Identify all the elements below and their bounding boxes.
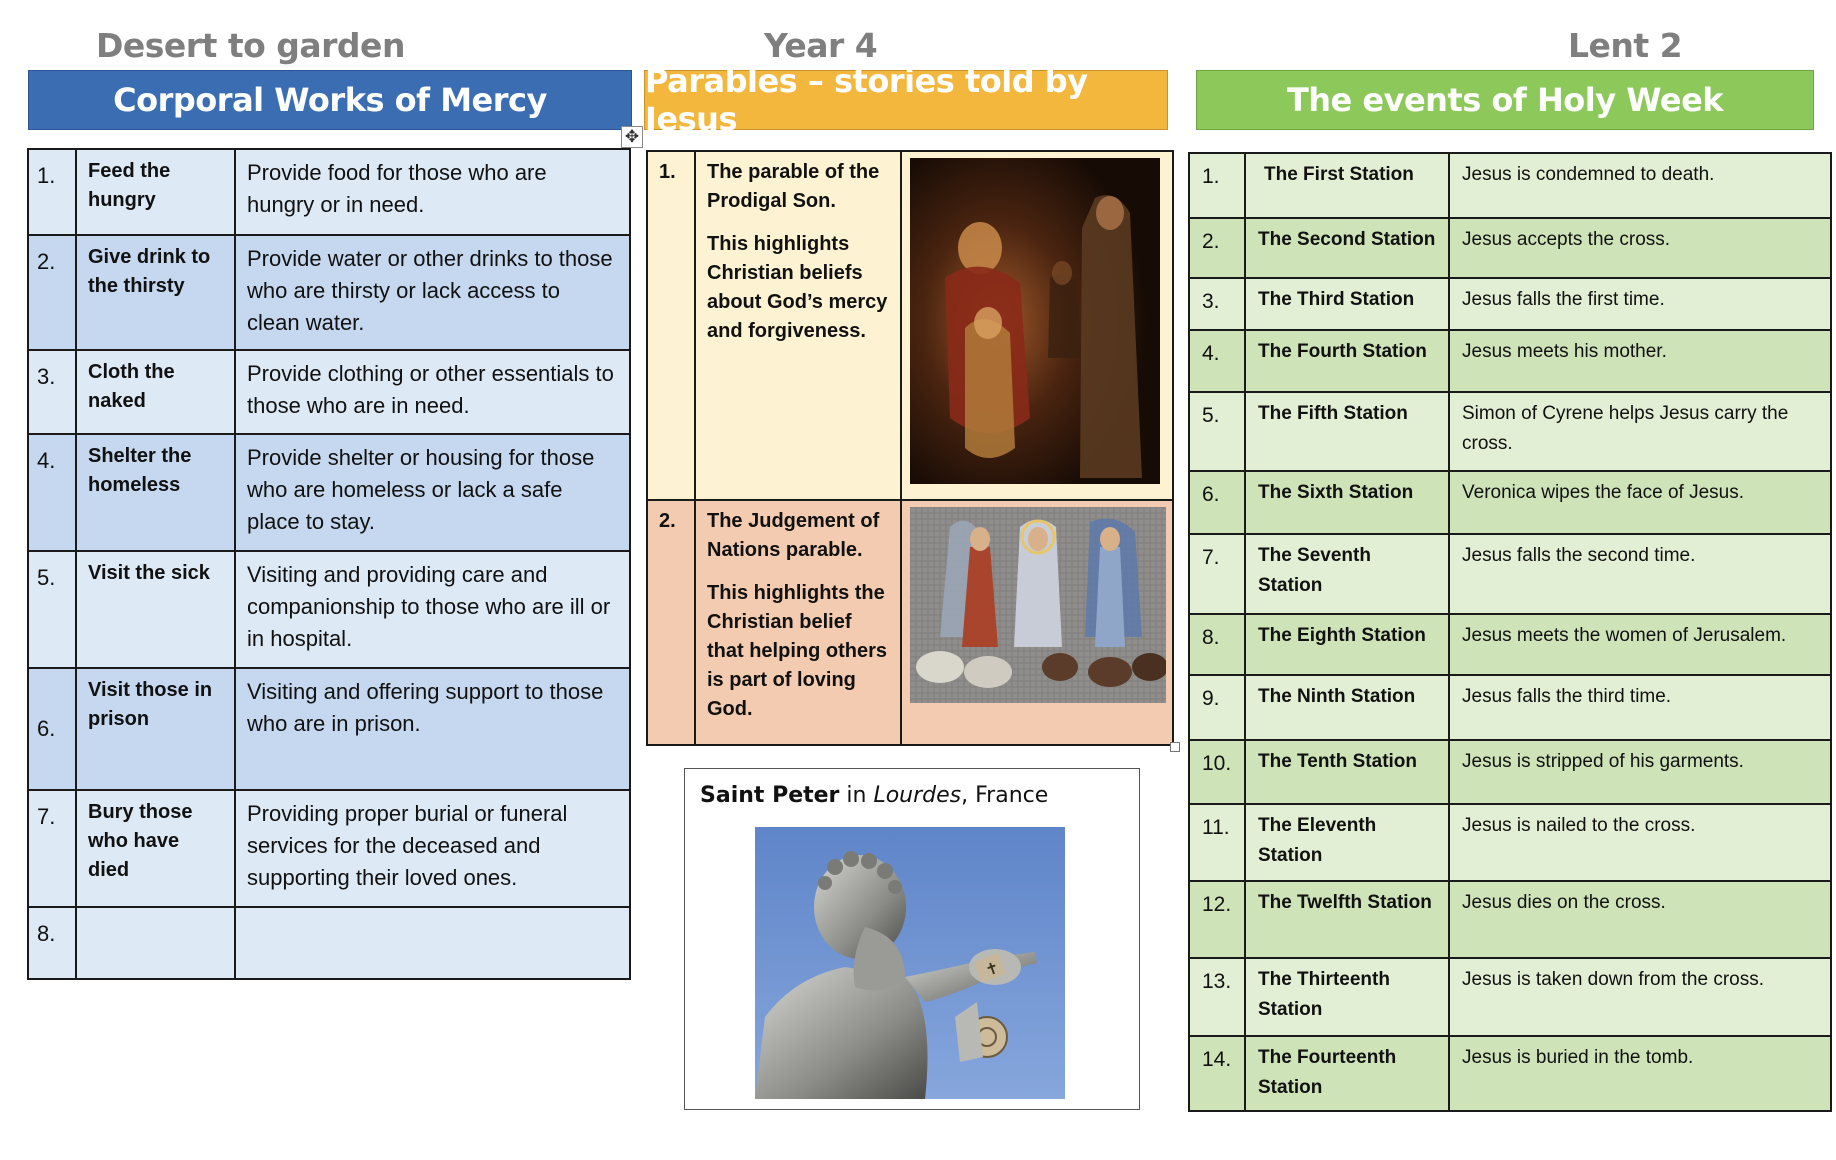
work-description: Provide shelter or housing for those who are homeless or lack a safe place to stay. (235, 434, 630, 551)
parable-description: This highlights Christian beliefs about God’s mercy and forgiveness. (707, 233, 888, 342)
stations-table (1188, 152, 1832, 1112)
station-number: 13. (1189, 958, 1245, 1036)
station-number: 12. (1189, 881, 1245, 958)
station-number: 9. (1189, 675, 1245, 740)
svg-text:✝: ✝ (982, 957, 1002, 981)
row-number: 2. (647, 500, 695, 745)
station-name: The Seventh Station (1245, 534, 1449, 614)
work-description: Provide water or other drinks to those who are thirsty or lack access to clean water. (235, 235, 630, 350)
station-number: 8. (1189, 614, 1245, 675)
station-name: The Eleventh Station (1245, 804, 1449, 881)
table-row (28, 350, 630, 434)
table-move-handle-icon[interactable]: ✥ (621, 126, 643, 148)
table-row (1189, 471, 1831, 534)
holy-week-banner: The events of Holy Week (1196, 70, 1814, 130)
station-name: The First Station (1245, 153, 1449, 218)
station-name: The Ninth Station (1245, 675, 1449, 740)
station-event: Jesus is condemned to death. (1449, 153, 1831, 218)
doc-theme-label: Desert to garden (96, 26, 405, 65)
station-name: The Fifth Station (1245, 392, 1449, 471)
year-label: Year 4 (764, 26, 878, 65)
station-number: 2. (1189, 218, 1245, 278)
table-row (28, 668, 630, 790)
station-event: Jesus is taken down from the cross. (1449, 958, 1831, 1036)
parable-cell (695, 151, 901, 500)
table-row (1189, 881, 1831, 958)
row-number: 7. (28, 790, 76, 907)
table-row (1189, 392, 1831, 471)
prodigal-son-painting (910, 158, 1160, 484)
station-number: 5. (1189, 392, 1245, 471)
table-row (1189, 1036, 1831, 1111)
station-number: 7. (1189, 534, 1245, 614)
station-name: The Sixth Station (1245, 471, 1449, 534)
station-name: The Fourteenth Station (1245, 1036, 1449, 1111)
station-event: Simon of Cyrene helps Jesus carry the cross. (1449, 392, 1831, 471)
station-event: Jesus is stripped of his garments. (1449, 740, 1831, 804)
table-row (647, 500, 1173, 745)
work-description: Provide food for those who are hungry or in need. (235, 149, 630, 235)
station-name: The Fourth Station (1245, 330, 1449, 392)
work-name: Visit those in prison (76, 668, 235, 790)
work-name (76, 907, 235, 979)
table-row (647, 151, 1173, 500)
row-number: 8. (28, 907, 76, 979)
table-row (1189, 153, 1831, 218)
saint-name: Saint Peter (700, 783, 840, 808)
table-row (28, 551, 630, 668)
station-number: 1. (1189, 153, 1245, 218)
caption-place: Lourdes (873, 783, 962, 808)
row-number: 1. (28, 149, 76, 235)
saint-peter-caption (700, 783, 1048, 808)
row-number: 3. (28, 350, 76, 434)
caption-connector: in (839, 783, 874, 808)
work-name: Cloth the naked (76, 350, 235, 434)
station-name: The Thirteenth Station (1245, 958, 1449, 1036)
station-name: The Twelfth Station (1245, 881, 1449, 958)
work-description: Visiting and offering support to those who are in prison. (235, 668, 630, 790)
work-description: Visiting and providing care and companionship to those who are ill or in hospital. (235, 551, 630, 668)
parable-title: The parable of the Prodigal Son. (707, 161, 880, 212)
table-row (1189, 218, 1831, 278)
table-row (1189, 804, 1831, 881)
saint-peter-box[interactable] (684, 768, 1140, 1110)
mercy-table (27, 148, 631, 980)
mercy-banner: Corporal Works of Mercy (28, 70, 632, 130)
station-event: Jesus is nailed to the cross. (1449, 804, 1831, 881)
table-row (1189, 330, 1831, 392)
table-row (28, 790, 630, 907)
work-name: Bury those who have died (76, 790, 235, 907)
station-event: Veronica wipes the face of Jesus. (1449, 471, 1831, 534)
station-number: 10. (1189, 740, 1245, 804)
station-name: The Third Station (1245, 278, 1449, 330)
station-event: Jesus is buried in the tomb. (1449, 1036, 1831, 1111)
work-description (235, 907, 630, 979)
station-name: The Eighth Station (1245, 614, 1449, 675)
table-row (1189, 534, 1831, 614)
term-label: Lent 2 (1568, 26, 1683, 65)
parable-image-cell (901, 500, 1173, 745)
table-row (1189, 740, 1831, 804)
work-description: Providing proper burial or funeral services for the deceased and supporting their loved ones. (235, 790, 630, 907)
station-event: Jesus meets the women of Jerusalem. (1449, 614, 1831, 675)
station-event: Jesus accepts the cross. (1449, 218, 1831, 278)
station-event: Jesus falls the second time. (1449, 534, 1831, 614)
station-number: 11. (1189, 804, 1245, 881)
work-description: Provide clothing or other essentials to those who are in need. (235, 350, 630, 434)
work-name: Feed the hungry (76, 149, 235, 235)
row-number: 6. (28, 668, 76, 790)
table-resize-handle-icon[interactable] (1170, 742, 1180, 752)
row-number: 2. (28, 235, 76, 350)
station-number: 4. (1189, 330, 1245, 392)
caption-country: , France (961, 783, 1049, 808)
parable-description: This highlights the Christian belief that helping others is part of loving God. (707, 582, 887, 720)
table-row (28, 235, 630, 350)
station-number: 14. (1189, 1036, 1245, 1111)
station-event: Jesus meets his mother. (1449, 330, 1831, 392)
parable-title: The Judgement of Nations parable. (707, 510, 880, 561)
work-name: Shelter the homeless (76, 434, 235, 551)
parables-banner: Parables – stories told by Jesus (644, 70, 1168, 130)
station-number: 6. (1189, 471, 1245, 534)
table-row (1189, 614, 1831, 675)
table-row (1189, 278, 1831, 330)
table-row (1189, 958, 1831, 1036)
table-row (28, 434, 630, 551)
station-event: Jesus dies on the cross. (1449, 881, 1831, 958)
work-name: Visit the sick (76, 551, 235, 668)
table-row (28, 149, 630, 235)
judgement-mosaic (910, 507, 1166, 703)
parable-cell (695, 500, 901, 745)
row-number: 4. (28, 434, 76, 551)
saint-peter-statue (755, 827, 1065, 1099)
row-number: 5. (28, 551, 76, 668)
station-event: Jesus falls the third time. (1449, 675, 1831, 740)
work-name: Give drink to the thirsty (76, 235, 235, 350)
station-name: The Tenth Station (1245, 740, 1449, 804)
station-number: 3. (1189, 278, 1245, 330)
parables-table (646, 150, 1174, 746)
parable-image-cell (901, 151, 1173, 500)
table-row (1189, 675, 1831, 740)
station-event: Jesus falls the first time. (1449, 278, 1831, 330)
table-row (28, 907, 630, 979)
station-name: The Second Station (1245, 218, 1449, 278)
row-number: 1. (647, 151, 695, 500)
